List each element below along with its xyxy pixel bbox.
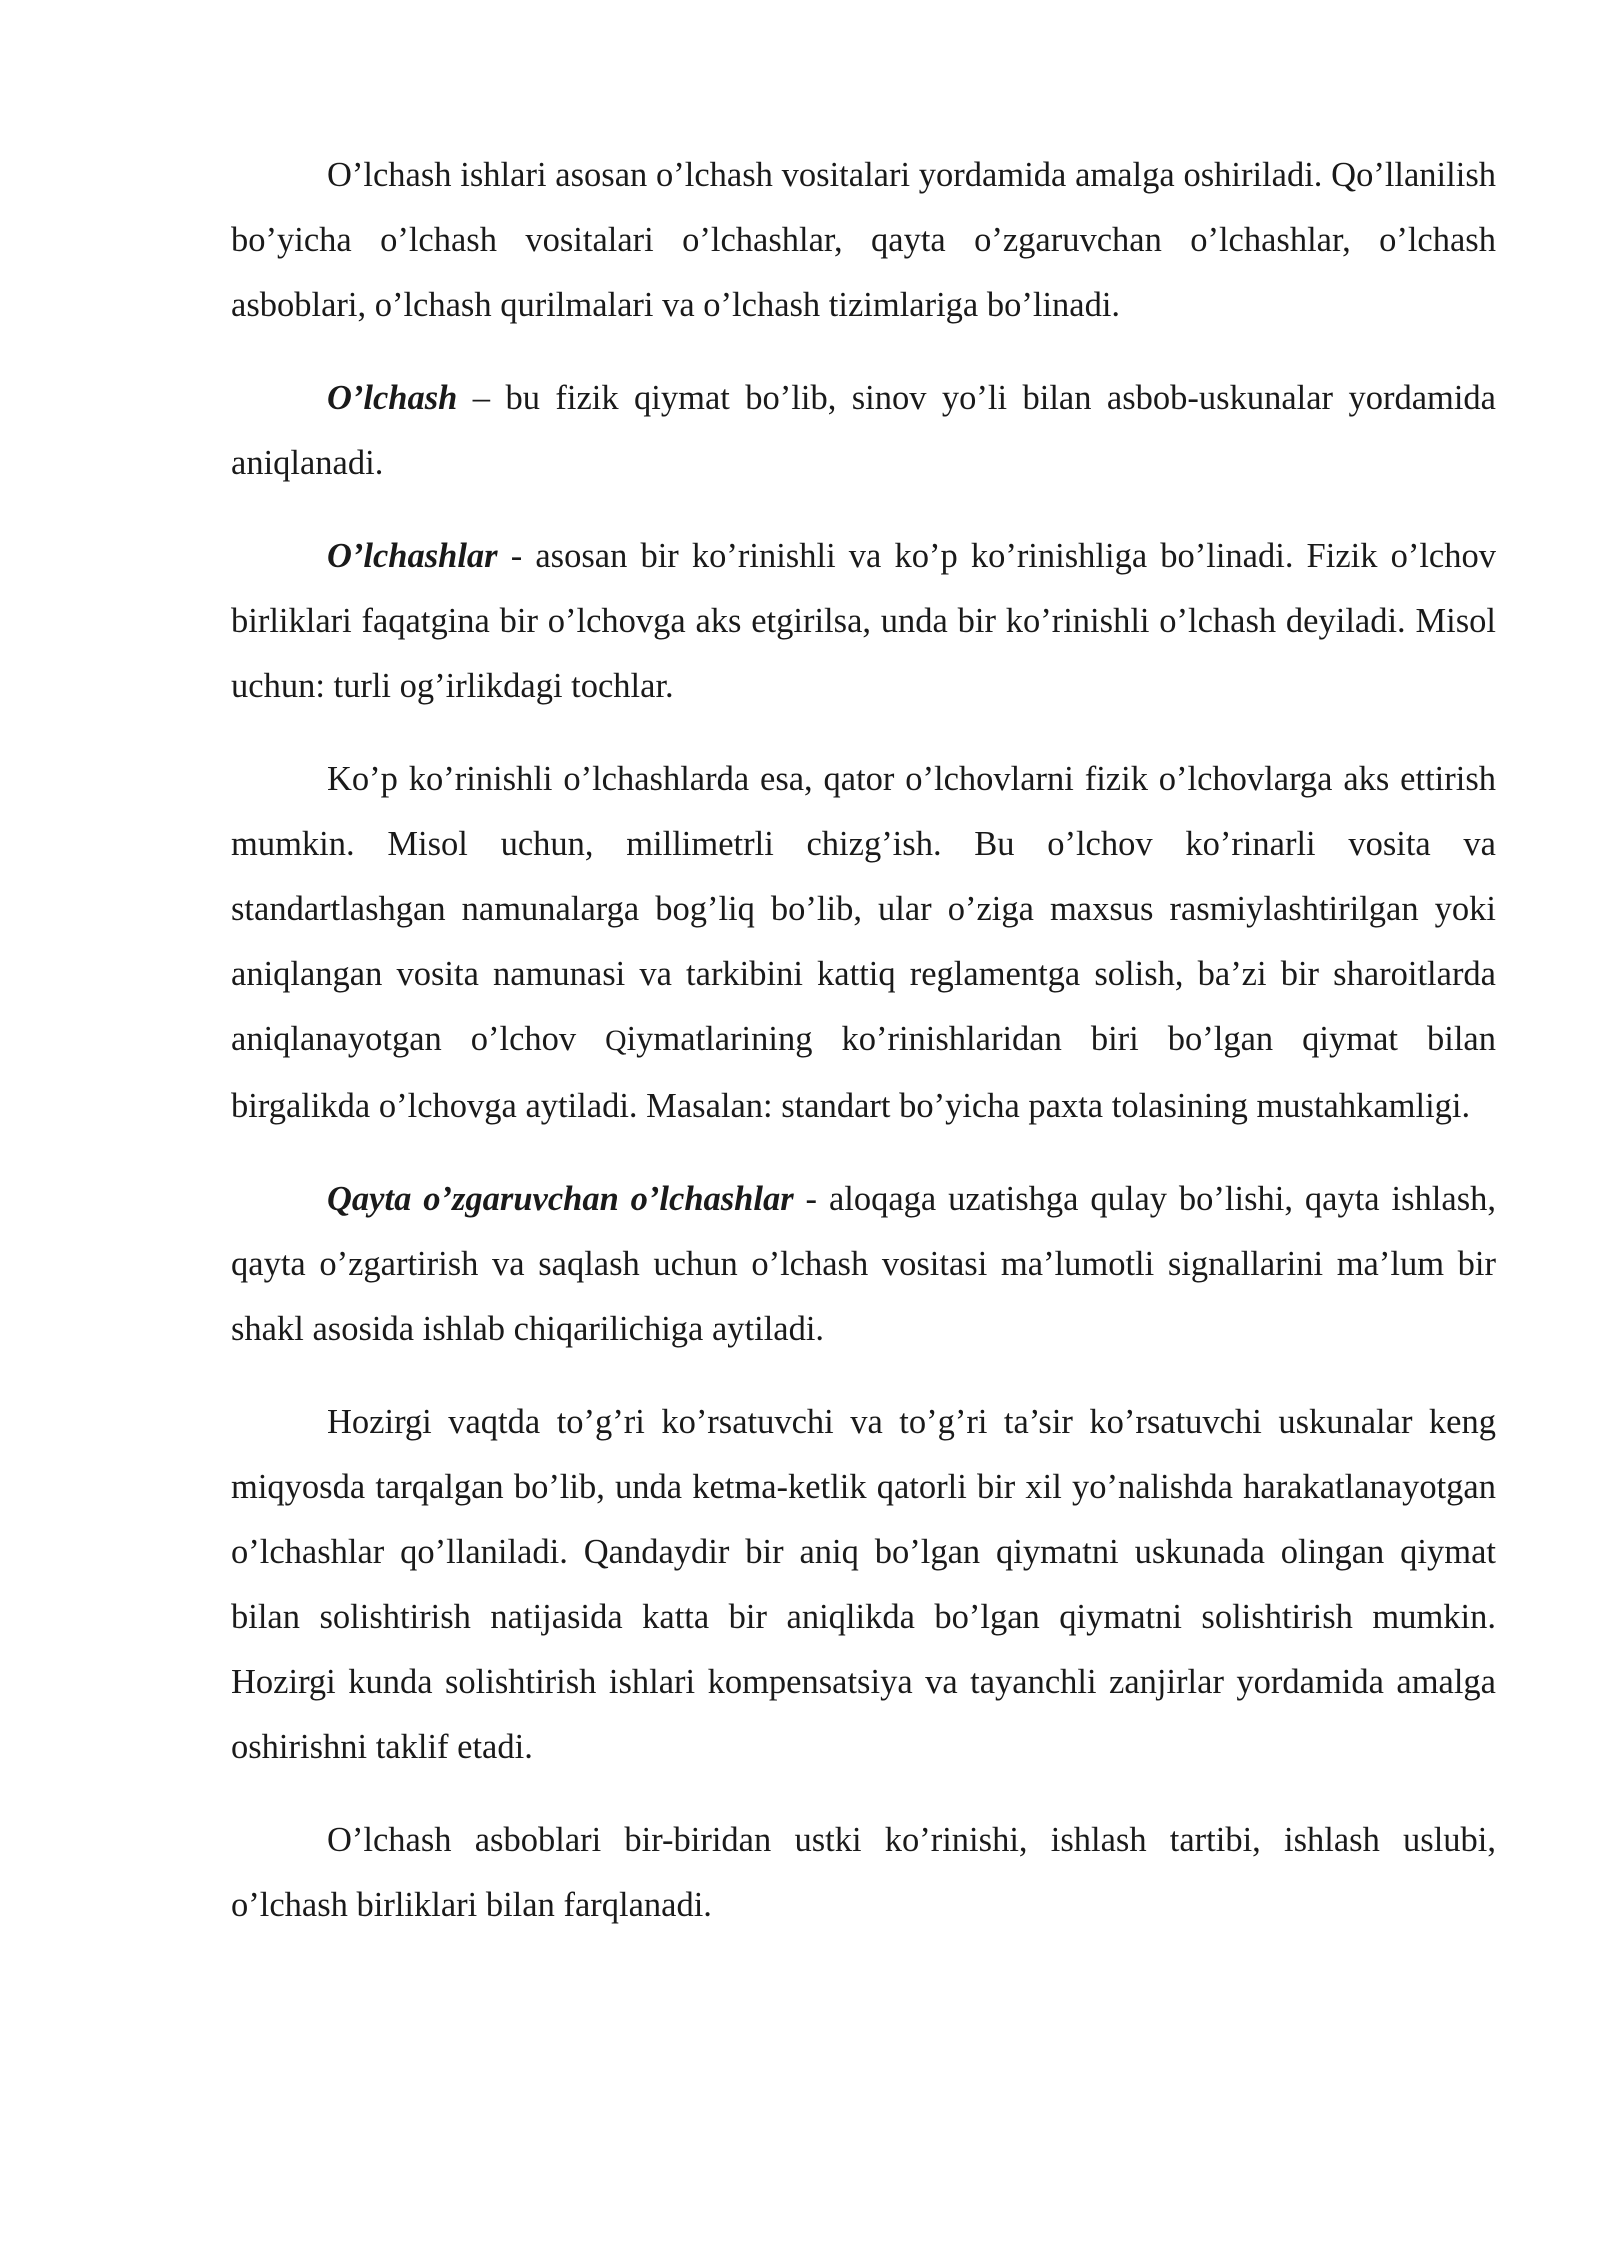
term-olchashlar: O’lchashlar — [327, 537, 498, 575]
paragraph-modern-devices — [231, 1390, 1496, 1780]
document-page — [231, 143, 1496, 1966]
paragraph-text: - asosan bir ko’rinishli va ko’p ko’rinishliga bo’linadi. Fizik o’lchov birliklari faqatgina bir o’lchovga aks etgirilsa, unda bir ko’rinishli o’lchash deyiladi. Misol uchun: turli og’irlikdagi tochlar. — [231, 537, 1496, 705]
paragraph-text: Ko’p ko’rinishli o’lchashlarda esa, qator o’lchovlarni fizik o’lchovlarga aks ettirish mumkin. Misol uchun, millimetrli chizg’ish. Bu o’lchov ko’rinarli vosita va standartlashgan namunalarga bog’liq bo’lib, ular o’ziga maxsus rasmiylashtirilgan yoki aniqlangan vosita namunasi va tarkibini kattiq reglamentga solish, ba’zi bir sharoitlarda aniqlanayotgan o’lchov — [231, 760, 1496, 1058]
paragraph-text-small-letter: Q — [605, 1025, 627, 1057]
paragraph-transducer-definition — [231, 1167, 1496, 1362]
paragraph-instrument-differences — [231, 1808, 1496, 1938]
paragraph-text: O’lchash ishlari asosan o’lchash vositalari yordamida amalga oshiriladi. Qo’llanilish bo’yicha o’lchash vositalari o’lchashlar, qayta o’zgaruvchan o’lchashlar, o’lchash asboblari, o’lchash qurilmalari va o’lchash tizimlariga bo’linadi. — [231, 156, 1496, 324]
paragraph-text: – bu fizik qiymat bo’lib, sinov yo’li bilan asbob-uskunalar yordamida aniqlanadi. — [231, 379, 1496, 482]
term-olchash: O’lchash — [327, 379, 458, 417]
term-qayta-ozgaruvchan: Qayta o’zgaruvchan o’lchashlar — [327, 1180, 794, 1218]
paragraph-text: O’lchash asboblari bir-biridan ustki ko’rinishi, ishlash tartibi, ishlash uslubi, o’lchash birliklari bilan farqlanadi. — [231, 1821, 1496, 1924]
paragraph-text: Hozirgi vaqtda to’g’ri ko’rsatuvchi va to’g’ri ta’sir ko’rsatuvchi uskunalar keng miqyosda tarqalgan bo’lib, unda ketma-ketlik qatorli bir xil yo’nalishda harakatlanayotgan o’lchashlar qo’llaniladi. Qandaydir bir aniq bo’lgan qiymatni uskunada olingan qiymat bilan solishtirish natijasida katta bir aniqlikda bo’lgan qiymatni solishtirish mumkin. Hozirgi kunda solishtirish ishlari kompensatsiya va tayanchli zanjirlar yordamida amalga oshirishni taklif etadi. — [231, 1403, 1496, 1766]
paragraph-multi-view-measures — [231, 747, 1496, 1139]
paragraph-olchashlar-definition — [231, 524, 1496, 719]
paragraph-olchash-definition — [231, 366, 1496, 496]
paragraph-measurement-intro — [231, 143, 1496, 338]
paragraph-text: - aloqaga uzatishga qulay bo’lishi, qayta ishlash, qayta o’zgartirish va saqlash uchun o’lchash vositasi ma’lumotli signallarini ma’lum bir shakl asosida ishlab chiqarilichiga aytiladi. — [231, 1180, 1496, 1348]
paragraph-text-continued: iymatlarining ko’rinishlaridan biri bo’lgan qiymat bilan birgalikda o’lchovga aytiladi. Masalan: standart bo’yicha paxta tolasining mustahkamligi. — [231, 1020, 1496, 1125]
